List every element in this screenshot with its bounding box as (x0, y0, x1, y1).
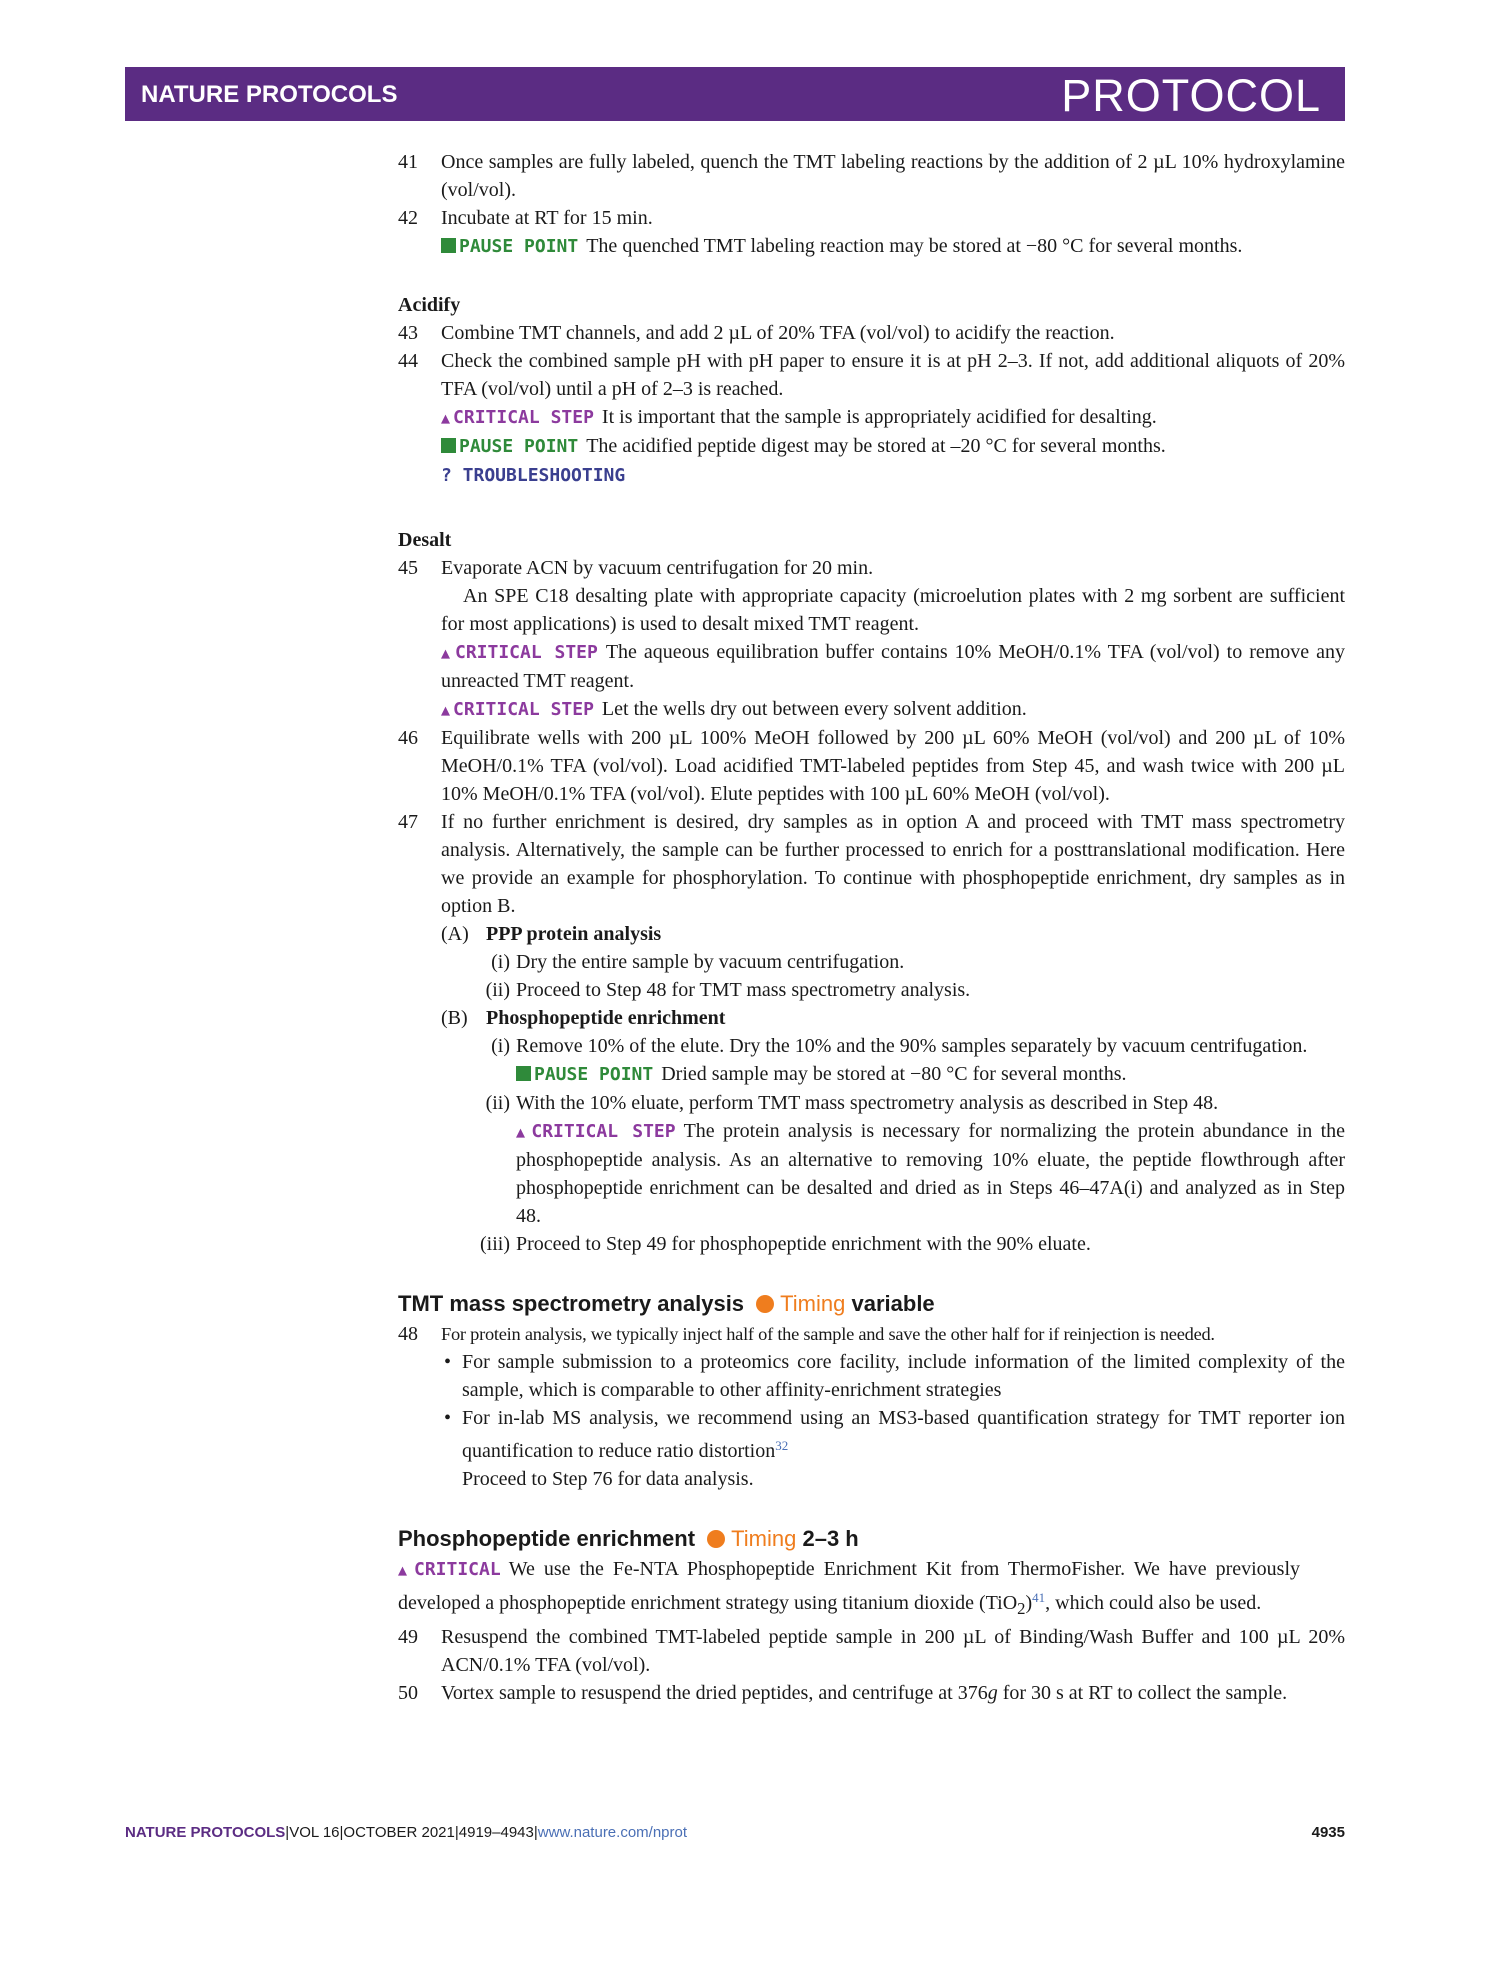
subheading-desalt: Desalt (398, 529, 452, 551)
troubleshooting-note (398, 461, 1345, 490)
substep-label: (ii) (485, 1092, 510, 1114)
step-text: Equilibrate wells with 200 µL 100% MeOH followed by 200 µL 60% MeOH (vol/vol) and 200 µL of 10% MeOH/0.1% TFA (vol/vol). Load acidified TMT-labeled peptides from Step 45, and wash twice with 200 µL 10% MeOH/0.1% TFA (vol/vol). Elute peptides with 100 µL 60% MeOH (vol/vol). (441, 727, 1345, 805)
main-content (398, 148, 1345, 1707)
note-text: The protein analysis is necessary for normalizing the protein abundance in the phosphopeptide analysis. As an alternative to removing 10% eluate, the peptide flowthrough after phosphopeptide enrichment can be desalted and dried as in Steps 46–47A(i) and analyzed as in Step 48. (516, 1120, 1346, 1227)
page-footer (125, 1824, 1345, 1841)
step-text: Vortex sample to resuspend the dried peptides, and centrifuge at 376 (441, 1682, 988, 1704)
substep-text: Proceed to Step 48 for TMT mass spectrometry analysis. (516, 979, 971, 1001)
journal-name: NATURE PROTOCOLS (141, 81, 398, 108)
step-46 (398, 724, 1345, 808)
substep-b-ii (398, 1089, 1345, 1117)
step-48 (398, 1320, 1345, 1348)
note-text: ) (1025, 1592, 1033, 1614)
timing-dot-icon (756, 1295, 774, 1313)
substep-text: Remove 10% of the elute. Dry the 10% and the 90% samples separately by vacuum centrifugation. (516, 1035, 1308, 1057)
critical-label: ▲ CRITICAL (398, 1559, 501, 1580)
step-text: Check the combined sample pH with pH paper to ensure it is at pH 2–3. If not, add additional aliquots of 20% TFA (vol/vol) until a pH of 2–3 is reached. (441, 350, 1345, 400)
section-heading-phospho (398, 1525, 1345, 1553)
pause-point-note (398, 232, 1345, 261)
step-number: 44 (398, 350, 418, 372)
critical-triangle-icon: ▲ (516, 1123, 529, 1141)
footer-separator: | (285, 1824, 290, 1841)
step-49 (398, 1623, 1345, 1679)
step-number: 46 (398, 727, 418, 749)
footer-date: OCTOBER 2021 (343, 1824, 455, 1841)
step-text: Combine TMT channels, and add 2 µL of 20% TFA (vol/vol) to acidify the reaction. (441, 322, 1115, 344)
article-type: PROTOCOL (1061, 70, 1321, 121)
pause-point-note (398, 432, 1345, 461)
note-text: The aqueous equilibration buffer contains 10% MeOH/0.1% TFA (vol/vol) to remove any unreacted TMT reagent. (441, 641, 1345, 692)
step-text: Once samples are fully labeled, quench the TMT labeling reactions by the addition of 2 µL 10% hydroxylamine (vol/vol). (441, 151, 1345, 201)
subheading-acidify: Acidify (398, 294, 461, 316)
critical-step-label: ▲ CRITICAL STEP (441, 407, 594, 428)
bullet-text: For in-lab MS analysis, we recommend using an MS3-based quantification strategy for TMT reporter ion quantification to reduce ratio distortion (462, 1407, 1345, 1462)
substep-label: (i) (491, 1035, 510, 1057)
critical-step-note (398, 695, 1345, 724)
step-number: 50 (398, 1682, 418, 1704)
journal-header (125, 67, 1345, 121)
substep-b-iii (398, 1230, 1345, 1258)
step-43 (398, 319, 1345, 347)
substep-a-i (398, 948, 1345, 976)
step-text: If no further enrichment is desired, dry samples as in option A and proceed with TMT mass spectrometry analysis. Alternatively, the sample can be further processed to enrich for a posttranslational modification. Here we provide an example for phosphorylation. To continue with phosphopeptide enrichment, dry samples as in option B. (441, 811, 1345, 917)
critical-note (398, 1555, 1300, 1623)
step-number: 41 (398, 151, 418, 173)
note-text: , which could also be used. (1045, 1592, 1262, 1614)
timing-value: variable (851, 1291, 935, 1316)
step-number: 45 (398, 557, 418, 579)
note-text: The acidified peptide digest may be stored at –20 °C for several months. (586, 435, 1166, 457)
step-text-italic: g (987, 1682, 998, 1704)
bullet-mark: • (444, 1351, 452, 1373)
critical-triangle-icon: ▲ (441, 409, 451, 427)
note-text: It is important that the sample is appropriately acidified for desalting. (601, 406, 1157, 428)
footer-pages: 4919–4943 (458, 1824, 534, 1841)
bullet-item (398, 1404, 1345, 1465)
step-47 (398, 808, 1345, 920)
step-number: 49 (398, 1626, 418, 1648)
critical-step-label: ▲ CRITICAL STEP (516, 1121, 676, 1142)
footer-separator: | (533, 1824, 538, 1841)
note-text: We use the Fe-NTA Phosphopeptide Enrichment Kit from ThermoFisher. We have previously developed a phosphopeptide enrichment strategy using titanium dioxide (TiO (398, 1558, 1300, 1614)
step-number: 48 (398, 1323, 418, 1345)
bullet-mark: • (444, 1407, 452, 1429)
timing-value: 2–3 h (802, 1526, 859, 1551)
step-text: Resuspend the combined TMT-labeled peptide sample in 200 µL of Binding/Wash Buffer and 100 µL 20% ACN/0.1% TFA (vol/vol). (441, 1626, 1345, 1676)
substep-label: (i) (491, 951, 510, 973)
subscript: 2 (1017, 1599, 1026, 1618)
pause-square-icon (441, 438, 456, 453)
option-title: Phosphopeptide enrichment (486, 1007, 726, 1029)
critical-triangle-icon: ▲ (441, 701, 451, 719)
pause-point-label: PAUSE POINT (441, 436, 578, 457)
critical-step-note (398, 638, 1345, 695)
critical-step-label: ▲ CRITICAL STEP (441, 642, 598, 663)
substep-label: (iii) (480, 1233, 510, 1255)
timing-dot-icon (707, 1530, 725, 1548)
pause-square-icon (516, 1066, 531, 1081)
bullet-text: For sample submission to a proteomics core facility, include information of the limited complexity of the sample, which is comparable to other affinity-enrichment strategies (462, 1351, 1345, 1401)
footer-journal: NATURE PROTOCOLS (125, 1824, 286, 1841)
page-number: 4935 (1311, 1824, 1345, 1841)
option-a (398, 920, 1345, 948)
step-text: Evaporate ACN by vacuum centrifugation for 20 min. (441, 557, 874, 579)
critical-triangle-icon: ▲ (398, 1561, 411, 1579)
step-50 (398, 1679, 1345, 1707)
note-text: The quenched TMT labeling reaction may be stored at −80 °C for several months. (586, 235, 1243, 257)
step-text: Incubate at RT for 15 min. (441, 207, 653, 229)
pause-square-icon (441, 238, 456, 253)
citation-link[interactable]: 41 (1032, 1590, 1046, 1605)
timing-label: Timing (731, 1526, 797, 1551)
critical-step-label: ▲ CRITICAL STEP (441, 699, 594, 720)
step-42 (398, 204, 1345, 232)
step-text: For protein analysis, we typically inject half of the sample and save the other half for if reinjection is needed. (441, 1324, 1215, 1344)
note-text: Dried sample may be stored at −80 °C for several months. (661, 1063, 1127, 1085)
critical-step-note (398, 1117, 1345, 1230)
troubleshooting-label: ? TROUBLESHOOTING (441, 465, 626, 486)
pause-point-note (398, 1060, 1345, 1089)
step-number: 47 (398, 811, 418, 833)
critical-triangle-icon: ▲ (441, 644, 452, 662)
option-b (398, 1004, 1345, 1032)
note-text: Let the wells dry out between every solvent addition. (601, 698, 1027, 720)
substep-b-i (398, 1032, 1345, 1060)
option-label: (B) (441, 1007, 468, 1029)
step-44 (398, 347, 1345, 403)
section-title: Phosphopeptide enrichment (398, 1526, 696, 1551)
pause-point-label: PAUSE POINT (516, 1064, 653, 1085)
step-41 (398, 148, 1345, 204)
section-heading-tmt-ms (398, 1290, 1345, 1318)
bullet-item (398, 1348, 1345, 1404)
footer-volume: VOL 16 (289, 1824, 340, 1841)
step-followup: Proceed to Step 76 for data analysis. (462, 1468, 754, 1490)
footer-url-link[interactable]: www.nature.com/nprot (537, 1824, 688, 1841)
substep-text: With the 10% eluate, perform TMT mass spectrometry analysis as described in Step 48. (516, 1092, 1219, 1114)
step-text: for 30 s at RT to collect the sample. (997, 1682, 1288, 1704)
citation-link[interactable]: 32 (775, 1438, 789, 1453)
step-paragraph: An SPE C18 desalting plate with appropriate capacity (microelution plates with 2 mg sorbent are sufficient for most applications) is used to desalt mixed TMT reagent. (441, 585, 1345, 635)
substep-a-ii (398, 976, 1345, 1004)
footer-separator: | (454, 1824, 459, 1841)
substep-text: Proceed to Step 49 for phosphopeptide enrichment with the 90% eluate. (516, 1233, 1091, 1255)
footer-separator: | (339, 1824, 344, 1841)
section-title: TMT mass spectrometry analysis (398, 1291, 745, 1316)
option-label: (A) (441, 923, 469, 945)
substep-text: Dry the entire sample by vacuum centrifugation. (516, 951, 905, 973)
critical-step-note (398, 403, 1345, 432)
option-title: PPP protein analysis (486, 923, 662, 945)
timing-label: Timing (780, 1291, 846, 1316)
step-number: 42 (398, 207, 418, 229)
pause-point-label: PAUSE POINT (441, 236, 578, 257)
step-45 (398, 554, 1345, 582)
substep-label: (ii) (485, 979, 510, 1001)
step-number: 43 (398, 322, 418, 344)
